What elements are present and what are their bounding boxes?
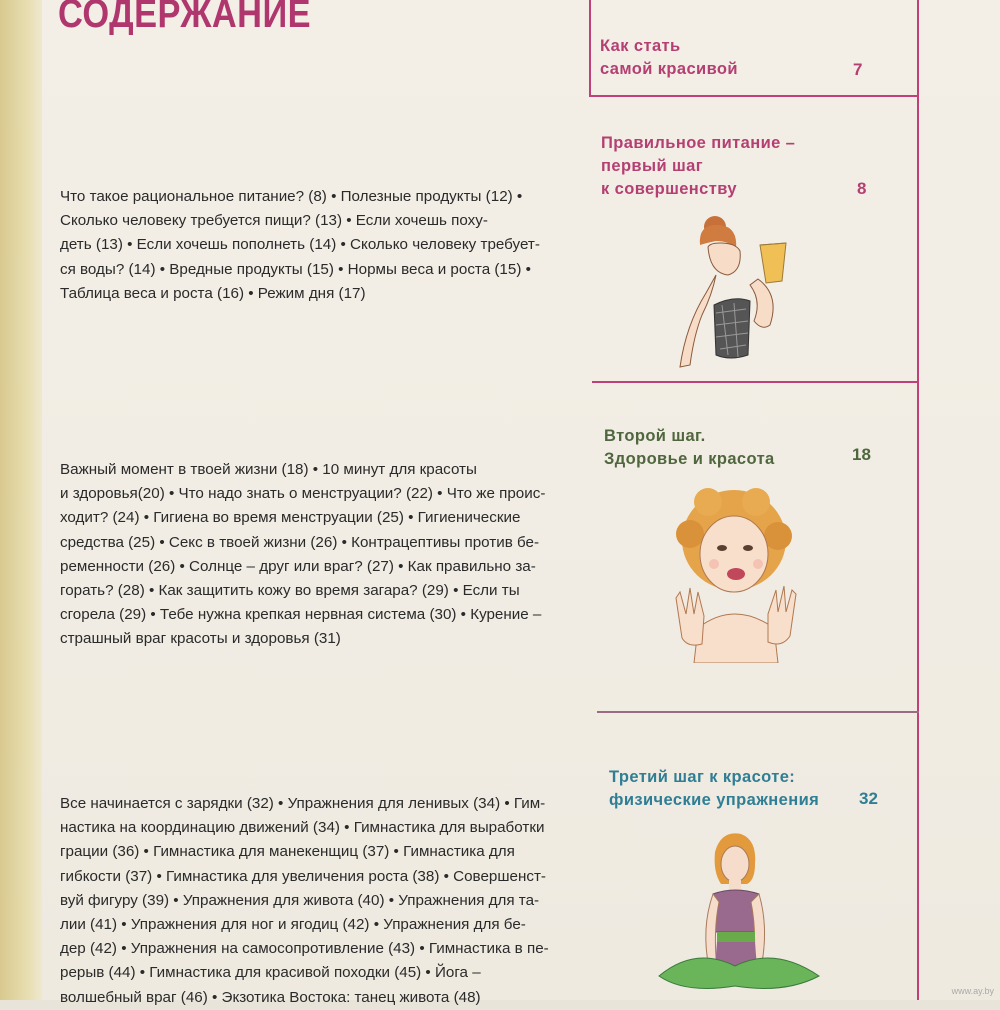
toc-line: Что такое рациональное питание? (8) • Полезные продукты (12) • — [60, 188, 523, 205]
toc-line: Таблица веса и роста (16) • Режим дня (17) — [60, 284, 366, 302]
chapter-title-line: первый шаг — [601, 157, 703, 175]
toc-line: ходит? (24) • Гигиена во время менструации (25) • Гигиенические — [60, 509, 521, 527]
toc-line: ременности (26) • Солнце – друг или враг? (27) • Как правильно за- — [60, 557, 536, 575]
chapter-page-number-4: 32 — [859, 789, 878, 808]
toc-line: ся воды? (14) • Вредные продукты (15) • Нормы веса и роста (15) • — [60, 260, 531, 278]
chapter-title-line: к совершенству — [601, 180, 737, 198]
chapter-title-line: Второй шаг. — [604, 427, 706, 445]
toc-line: деть (13) • Если хочешь пополнеть (14) • Сколько человеку требует- — [60, 236, 540, 254]
toc-line: лии (41) • Упражнения для ног и ягодиц (42) • Упражнения для бе- — [60, 916, 526, 934]
chapter-title-line: Третий шаг к красоте: — [609, 768, 796, 786]
toc-line: грации (36) • Гимнастика для манекенщиц (37) • Гимнастика для — [60, 843, 515, 861]
toc-line: рерыв (44) • Гимнастика для красивой походки (45) • Йога – — [60, 964, 481, 982]
toc-line: горать? (28) • Как защитить кожу во время загара? (29) • Если ты — [60, 582, 520, 600]
chapter-title-line: Правильное питание – — [601, 134, 796, 152]
book-spine-edge — [0, 0, 42, 1000]
page-title: СОДЕРЖАНИЕ — [58, 0, 311, 36]
chapter-title-3[interactable] — [604, 425, 775, 471]
toc-line: Сколько человеку требуется пищи? (13) • Если хочешь поху- — [60, 212, 488, 230]
chapter-title-1[interactable] — [600, 35, 738, 81]
toc-entries-chapter-4 — [60, 792, 590, 1010]
chapter-title-line: Как стать — [600, 37, 681, 55]
right-vertical-divider — [917, 0, 919, 1000]
toc-line: средства (25) • Секс в твоей жизни (26) • Контрацептивы против бе- — [60, 533, 540, 551]
chapter-title-2[interactable] — [601, 132, 795, 201]
chapter-title-line: самой красивой — [600, 60, 738, 78]
toc-entries-chapter-2 — [60, 185, 590, 306]
toc-line: гибкости (37) • Гимнастика для увеличения роста (38) • Совершенст- — [60, 867, 546, 885]
toc-line: и здоровья(20) • Что надо знать о менструации? (22) • Что же проис- — [60, 485, 546, 503]
toc-line: настика на координацию движений (34) • Гимнастика для выработки — [60, 819, 545, 837]
toc-line: Важный момент в твоей жизни (18) • 10 минут для красоты — [60, 461, 477, 478]
toc-line: дер (42) • Упражнения на самосопротивление (43) • Гимнастика в пе- — [60, 940, 549, 958]
toc-line: страшный враг красоты и здоровья (31) — [60, 630, 341, 648]
chapter-title-line: физические упражнения — [609, 791, 820, 809]
section-divider-1 — [589, 95, 919, 97]
chapter-page-number-2: 8 — [857, 179, 867, 198]
chapter-page-number-1: 7 — [853, 60, 863, 79]
watermark: www.ay.by — [951, 986, 994, 996]
chapter-title-4[interactable] — [609, 766, 819, 812]
girl-drinking-illustration — [650, 205, 820, 370]
toc-line: сгорела (29) • Тебе нужна крепкая нервная система (30) • Курение – — [60, 606, 542, 624]
curly-girl-illustration — [668, 488, 808, 663]
section-divider-3 — [597, 711, 919, 713]
chapter-page-number-3: 18 — [852, 445, 871, 464]
chapter-title-line: Здоровье и красота — [604, 450, 775, 468]
toc-line: Все начинается с зарядки (32) • Упражнения для ленивых (34) • Гим- — [60, 795, 546, 812]
yoga-girl-illustration — [655, 828, 825, 1000]
section-divider-2 — [592, 381, 919, 383]
toc-line: вуй фигуру (39) • Упражнения для живота (40) • Упражнения для та- — [60, 891, 540, 909]
toc-entries-chapter-3 — [60, 458, 590, 652]
toc-line: волшебный враг (46) • Экзотика Востока: танец живота (48) — [60, 988, 481, 1006]
mid-vertical-divider — [589, 0, 591, 97]
